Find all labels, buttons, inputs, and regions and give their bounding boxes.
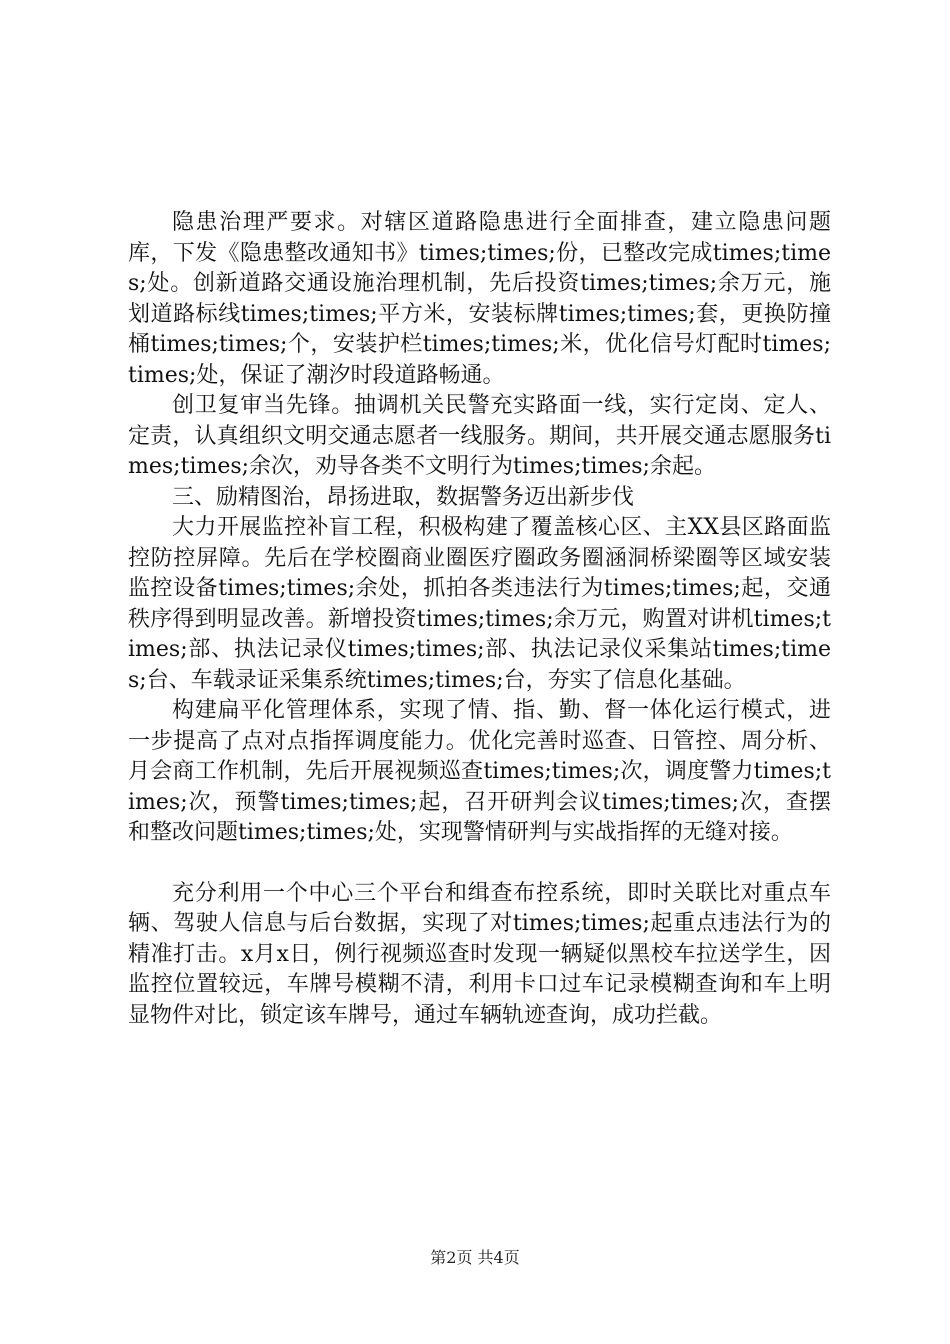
paragraph-control-system: 充分利用一个中心三个平台和缉查布控系统，即时关联比对重点车辆、驾驶人信息与后台数据，实现了对times;times;起重点违法行为的精准打击。x月x日，例行视频巡查时发现一辆疑似黑校车拉送学生，因监控位置较远，车牌号模糊不清，利用卡口过车记录模糊查询和车上明显物件对比，锁定该车牌号，通过车辆轨迹查询，成功拦截。: [128, 880, 831, 1028]
paragraph-spacer: [128, 849, 831, 879]
paragraph-health-review: 创卫复审当先锋。抽调机关民警充实路面一线，实行定岗、定人、定责，认真组织文明交通志愿者一线服务。期间，共开展交通志愿服务times;times;余次，劝导各类不文明行为times;times;余起。: [128, 393, 831, 479]
paragraph-monitoring-project: 大力开展监控补盲工程，积极构建了覆盖核心区、主XX县区路面监控防控屏障。先后在学校圈商业圈医疗圈政务圈涵洞桥梁圈等区域安装监控设备times;times;余处，抓拍各类违法行为times;times;起，交通秩序得到明显改善。新增投资times;times;余万元，购置对讲机times;times;部、执法记录仪times;times;部、执法记录仪采集站times;times;台、车载录证采集系统times;times;台，夯实了信息化基础。: [128, 515, 831, 693]
document-body: [128, 208, 831, 1031]
section-heading-data-policing: 三、励精图治，昂扬进取，数据警务迈出新步伐: [172, 484, 635, 510]
paragraph-hazard-governance: 隐患治理严要求。对辖区道路隐患进行全面排查，建立隐患问题库，下发《隐患整改通知书》times;times;份，已整改完成times;times;处。创新道路交通设施治理机制，先后投资times;times;余万元，施划道路标线times;times;平方米，安装标牌times;times;套，更换防撞桶times;times;个，安装护栏times;times;米，优化信号灯配时times;times;处，保证了潮汐时段道路畅通。: [128, 210, 831, 388]
paragraph-flat-management: 构建扁平化管理体系，实现了情、指、勤、督一体化运行模式，进一步提高了点对点指挥调度能力。优化完善时巡查、日管控、周分析、月会商工作机制，先后开展视频巡查times;times;次，调度警力times;times;次，预警times;times;起，召开研判会议times;times;次，查摆和整改问题times;times;处，实现警情研判与实战指挥的无缝对接。: [128, 698, 831, 845]
page-number-footer: 第2页 共4页: [430, 1248, 520, 1267]
